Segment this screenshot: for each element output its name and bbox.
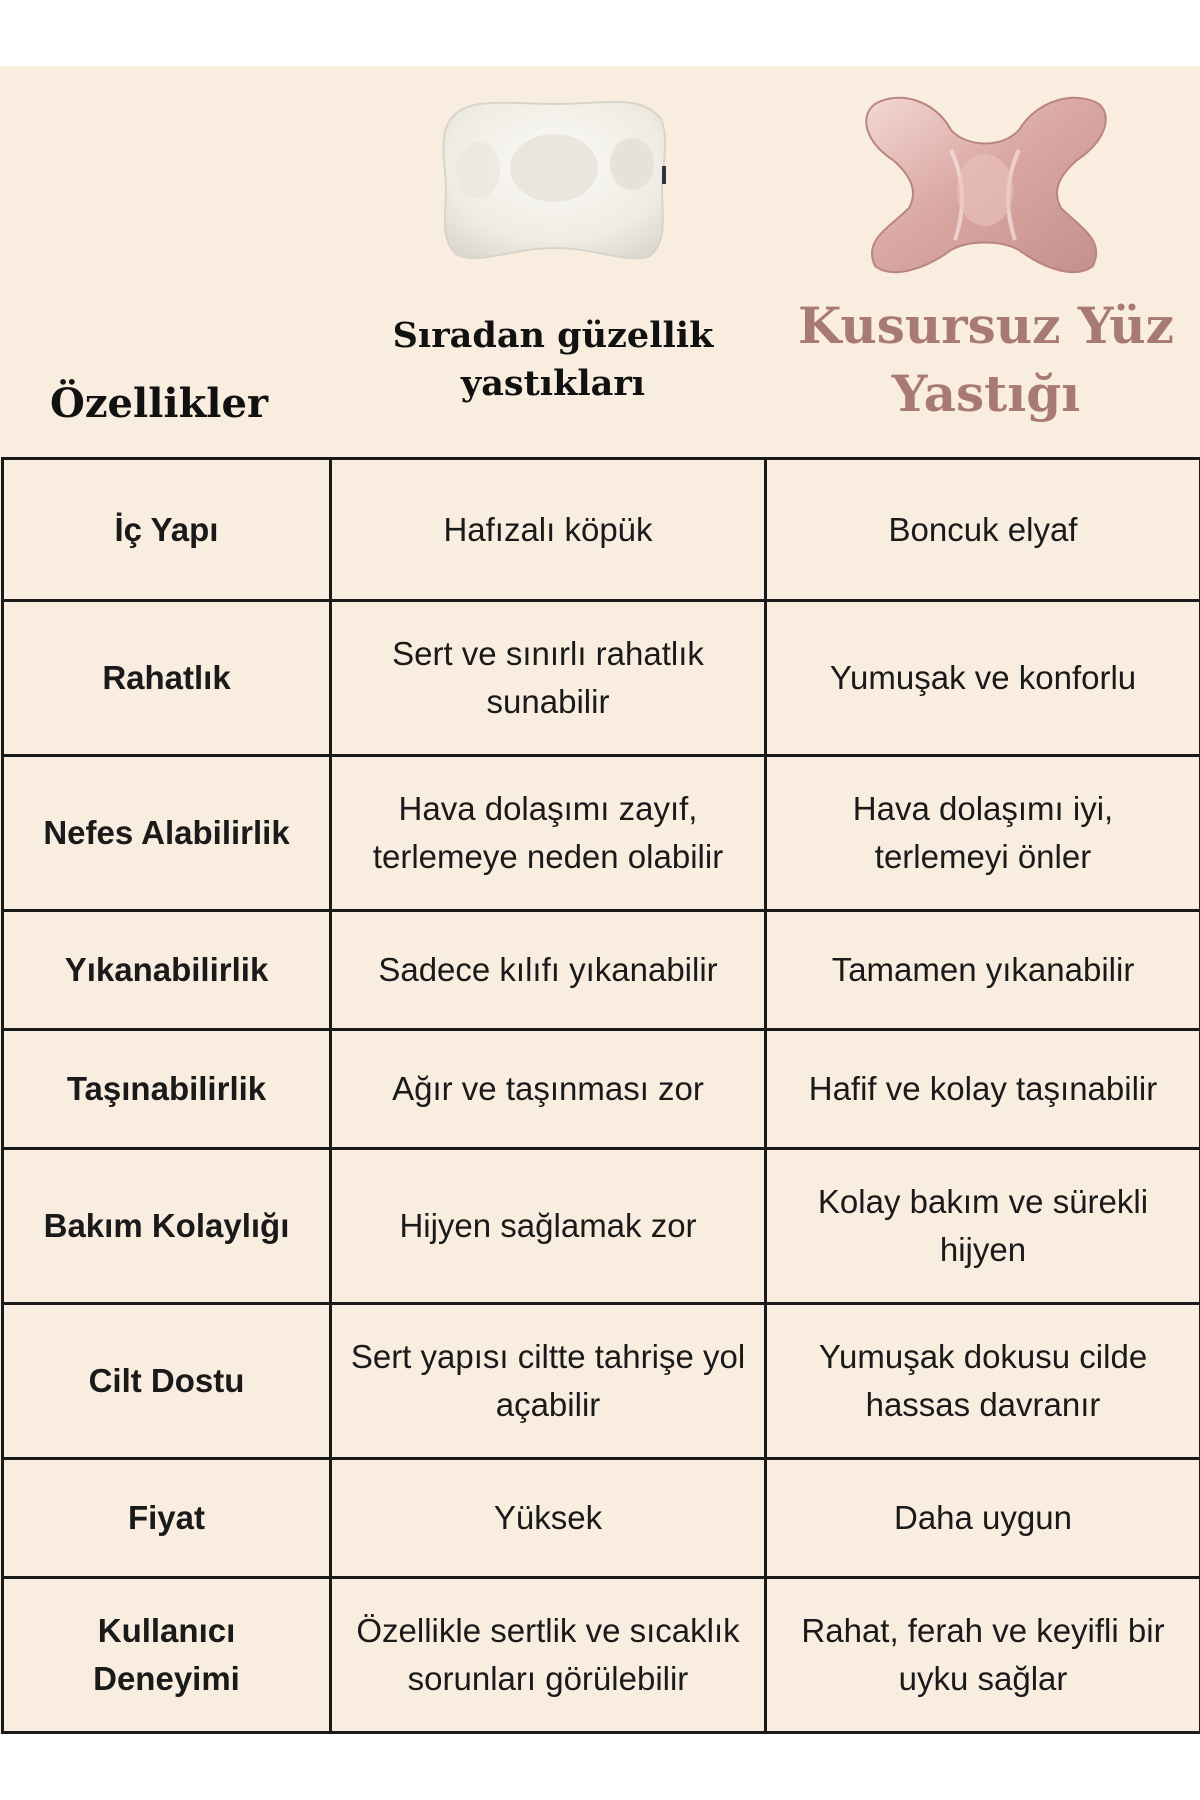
ordinary-cell: Ağır ve taşınması zor xyxy=(331,1030,766,1149)
brand-pillow-column-title: Kusursuz Yüz Yastığı xyxy=(798,296,1174,423)
foam-pillow-image xyxy=(436,90,672,266)
feature-cell: Yıkanabilirlik xyxy=(3,911,331,1030)
feature-cell: Fiyat xyxy=(3,1459,331,1578)
table-row xyxy=(3,1304,1200,1459)
comparison-table xyxy=(1,457,1200,1734)
ordinary-cell: Hava dolaşımı zayıf, terlemeye neden olabilir xyxy=(331,756,766,911)
ordinary-cell: Hijyen sağlamak zor xyxy=(331,1149,766,1304)
table-row xyxy=(3,1030,1200,1149)
ordinary-cell: Sert yapısı ciltte tahrişe yol açabilir xyxy=(331,1304,766,1459)
brand-cell: Yumuşak dokusu cilde hassas davranır xyxy=(766,1304,1200,1459)
table-row xyxy=(3,1149,1200,1304)
table-row xyxy=(3,911,1200,1030)
feature-cell: Nefes Alabilirlik xyxy=(3,756,331,911)
feature-cell: İç Yapı xyxy=(3,459,331,601)
ordinary-cell: Özellikle sertlik ve sıcaklık sorunları görülebilir xyxy=(331,1578,766,1733)
silk-pillow-image xyxy=(855,90,1115,280)
table-row xyxy=(3,756,1200,911)
ordinary-cell: Yüksek xyxy=(331,1459,766,1578)
table-row xyxy=(3,1459,1200,1578)
brand-cell: Hafif ve kolay taşınabilir xyxy=(766,1030,1200,1149)
ordinary-pillows-column-title: Sıradan güzellik yastıkları xyxy=(392,315,714,404)
ordinary-cell: Sadece kılıfı yıkanabilir xyxy=(331,911,766,1030)
table-row xyxy=(3,1578,1200,1733)
brand-cell: Tamamen yıkanabilir xyxy=(766,911,1200,1030)
feature-cell: Rahatlık xyxy=(3,601,331,756)
brand-cell: Boncuk elyaf xyxy=(766,459,1200,601)
brand-cell: Hava dolaşımı iyi, terlemeyi önler xyxy=(766,756,1200,911)
ordinary-cell: Sert ve sınırlı rahatlık sunabilir xyxy=(331,601,766,756)
brand-cell: Rahat, ferah ve keyifli bir uyku sağlar xyxy=(766,1578,1200,1733)
feature-cell: Cilt Dostu xyxy=(3,1304,331,1459)
feature-cell: Kullanıcı Deneyimi xyxy=(3,1578,331,1733)
feature-cell: Taşınabilirlik xyxy=(3,1030,331,1149)
table-row xyxy=(3,459,1200,601)
brand-cell: Yumuşak ve konforlu xyxy=(766,601,1200,756)
brand-cell: Daha uygun xyxy=(766,1459,1200,1578)
feature-cell: Bakım Kolaylığı xyxy=(3,1149,331,1304)
ordinary-cell: Hafızalı köpük xyxy=(331,459,766,601)
features-column-title: Özellikler xyxy=(50,380,269,427)
table-row xyxy=(3,601,1200,756)
brand-cell: Kolay bakım ve sürekli hijyen xyxy=(766,1149,1200,1304)
